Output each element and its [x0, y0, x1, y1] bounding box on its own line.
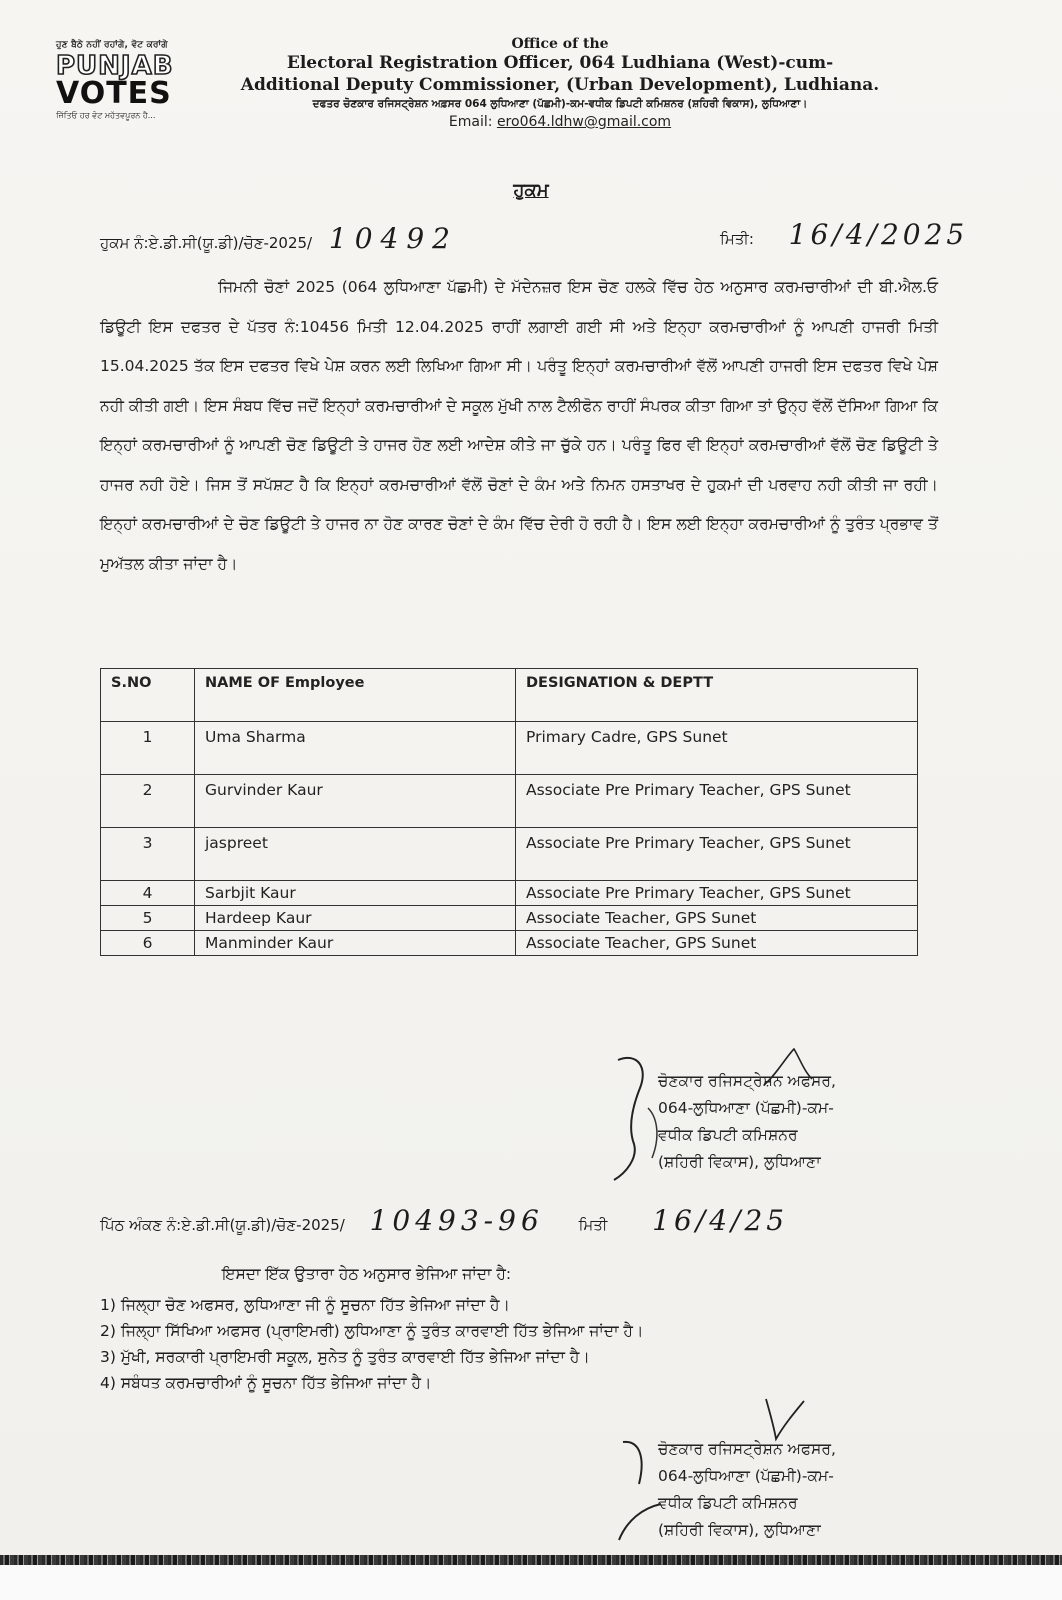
cell-name: Manminder Kaur — [195, 931, 516, 956]
signature-line: 064-ਲੁਧਿਆਣਾ (ਪੱਛਮੀ)-ਕਮ- — [658, 1099, 834, 1117]
logo-motto: ਜਿੱਤਿਓ ਹਰ ਵੋਟ ਮਹੱਤਵਪੂਰਨ ਹੈ... — [56, 111, 156, 120]
order-title: ਹੁਕਮ — [513, 180, 549, 201]
cell-name: Uma Sharma — [195, 722, 516, 775]
cell-designation: Associate Pre Primary Teacher, GPS Sunet — [516, 775, 918, 828]
signature-line: ਚੋਣਕਾਰ ਰਜਿਸਟ੍ਰੇਸ਼ਨ ਅਫਸਰ, — [658, 1440, 836, 1458]
logo-brand-votes: VOTES — [56, 76, 172, 111]
copy-list-item: 1) ਜਿਲ੍ਹਾ ਚੋਣ ਅਫਸਰ, ਲੁਧਿਆਣਾ ਜੀ ਨੂੰ ਸੂਚਨਾ ਹਿੱਤ ਭੇਜਿਆ ਜਾਂਦਾ ਹੈ। — [100, 1296, 510, 1314]
header-designation: DESIGNATION & DEPTT — [516, 669, 918, 722]
signature-line: ਵਧੀਕ ਡਿਪਟੀ ਕਮਿਸ਼ਨਰ — [658, 1126, 798, 1144]
header-name: NAME OF Employee — [195, 669, 516, 722]
table-row — [101, 906, 918, 931]
cell-sno: 6 — [101, 931, 195, 956]
cell-sno: 1 — [101, 722, 195, 775]
cell-name: Gurvinder Kaur — [195, 775, 516, 828]
signature-line: ਵਧੀਕ ਡਿਪਟੀ ਕਮਿਸ਼ਨਰ — [658, 1494, 798, 1512]
signature-line: ਚੋਣਕਾਰ ਰਜਿਸਟ੍ਰੇਸ਼ਨ ਅਫਸਰ, — [658, 1072, 836, 1090]
order-date — [720, 218, 968, 251]
table-row — [101, 722, 918, 775]
copy-list-item: 2) ਜਿਲ੍ਹਾ ਸਿੱਖਿਆ ਅਫਸਰ (ਪ੍ਰਾਇਮਰੀ) ਲੁਧਿਆਣਾ ਨੂੰ ਤੁਰੰਤ ਕਾਰਵਾਈ ਹਿੱਤ ਭੇਜਿਆ ਜਾਂਦਾ ਹੈ। — [100, 1322, 644, 1340]
cell-designation: Associate Pre Primary Teacher, GPS Sunet — [516, 828, 918, 881]
employee-table — [100, 668, 918, 956]
order-number-label: ਹੁਕਮ ਨੰ:ਏ.ਡੀ.ਸੀ(ਯੂ.ਡੀ)/ਚੋਣ-2025/ — [100, 234, 313, 252]
cell-name: jaspreet — [195, 828, 516, 881]
office-designation-line: Additional Deputy Commissioner, (Urban Development), Ludhiana. — [240, 75, 880, 95]
punjab-votes-logo — [56, 40, 196, 121]
logo-tagline: ਹੁਣ ਬੈਠੇ ਨਹੀਂ ਰਹਾਂਗੇ, ਵੋਟ ਕਰਾਂਗੇ — [56, 40, 168, 50]
signature-line: (ਸ਼ਹਿਰੀ ਵਿਕਾਸ), ਲੁਧਿਆਣਾ — [658, 1521, 821, 1539]
cell-sno: 4 — [101, 881, 195, 906]
signature-line: 064-ਲੁਧਿਆਣਾ (ਪੱਛਮੀ)-ਕਮ- — [658, 1467, 834, 1485]
email-label: Email: — [448, 114, 493, 130]
cell-designation: Primary Cadre, GPS Sunet — [516, 722, 918, 775]
signature-block-2 — [658, 1436, 836, 1544]
email-line — [230, 112, 890, 132]
header-sno: S.NO — [101, 669, 195, 722]
cell-sno: 3 — [101, 828, 195, 881]
endorsement-line — [100, 1204, 1000, 1237]
copy-list-item: 3) ਮੁੱਖੀ, ਸਰਕਾਰੀ ਪ੍ਰਾਇਮਰੀ ਸਕੂਲ, ਸੁਨੇਤ ਨੂੰ ਤੁਰੰਤ ਕਾਰਵਾਈ ਹਿੱਤ ਭੇਜਿਆ ਜਾਂਦਾ ਹੈ। — [100, 1348, 590, 1366]
endorsement-number-label: ਪਿੱਠ ਅੰਕਣ ਨੰ:ਏ.ਡੀ.ਸੀ(ਯੂ.ਡੀ)/ਚੋਣ-2025/ — [100, 1216, 345, 1234]
cell-designation: Associate Teacher, GPS Sunet — [516, 906, 918, 931]
cell-sno: 2 — [101, 775, 195, 828]
logo-brand-punjab: PUNJAB — [56, 51, 174, 81]
copy-list-item: 4) ਸਬੰਧਤ ਕਰਮਚਾਰੀਆਂ ਨੂੰ ਸੂਚਨਾ ਹਿੱਤ ਭੇਜਿਆ ਜਾਂਦਾ ਹੈ। — [100, 1374, 432, 1392]
page-bottom-edge — [0, 1565, 1062, 1600]
order-date-label: ਮਿਤੀ: — [720, 230, 754, 248]
office-name-punjabi: ਦਫਤਰ ਚੋਣਕਾਰ ਰਜਿਸਟ੍ਰੇਸ਼ਨ ਅਫ਼ਸਰ 064 ਲੁਧਿਆਣਾ (ਪੱਛਮੀ)-ਕਮ-ਵਧੀਕ ਡਿਪਟੀ ਕਮਿਸ਼ਨਰ (ਸ਼ਹਿਰੀ ਵਿਕਾਸ), ਲੁਧਿਆਣਾ। — [312, 98, 808, 110]
table-header-row — [101, 669, 918, 722]
cell-designation: Associate Teacher, GPS Sunet — [516, 931, 918, 956]
cell-designation: Associate Pre Primary Teacher, GPS Sunet — [516, 881, 918, 906]
scan-artifact-bar — [0, 1555, 1062, 1565]
copy-list — [100, 1292, 643, 1396]
cell-sno: 5 — [101, 906, 195, 931]
table-row — [101, 931, 918, 956]
letterhead — [230, 36, 890, 132]
table-row — [101, 881, 918, 906]
order-body: ਜਿਮਨੀ ਚੋਣਾਂ 2025 (064 ਲੁਧਿਆਣਾ ਪੱਛਮੀ) ਦੇ ਮੱਦੇਨਜ਼ਰ ਇਸ ਚੋਣ ਹਲਕੇ ਵਿੱਚ ਹੇਠ ਅਨੁਸਾਰ ਕਰਮਚਾਰੀਆਂ ਦੀ ਬੀ.ਐਲ.ਓ ਡਿਊਟੀ ਇਸ ਦਫਤਰ ਦੇ ਪੱਤਰ ਨੰ:10456 ਮਿਤੀ 12.04.2025 ਰਾਹੀਂ ਲਗਾਈ ਗਈ ਸੀ ਅਤੇ ਇਨ੍ਹਾ ਕਰਮਚਾਰੀਆਂ ਨੂੰ ਆਪਣੀ ਹਾਜਰੀ ਮਿਤੀ 15.04.2025 ਤੱਕ ਇਸ ਦਫਤਰ ਵਿਖੇ ਪੇਸ਼ ਕਰਨ ਲਈ ਲਿਖਿਆ ਗਿਆ ਸੀ। ਪਰੰਤੂ ਇਨ੍ਹਾਂ ਕਰਮਚਾਰੀਆਂ ਵੱਲੋਂ ਆਪਣੀ ਹਾਜਰੀ ਇਸ ਦਫਤਰ ਵਿਖੇ ਪੇਸ਼ ਨਹੀ ਕੀਤੀ ਗਈ। ਇਸ ਸੰਬਧ ਵਿੱਚ ਜਦੋਂ ਇਨ੍ਹਾਂ ਕਰਮਚਾਰੀਆਂ ਦੇ ਸਕੂਲ ਮੁੱਖੀ ਨਾਲ ਟੈਲੀਫੋਨ ਰਾਹੀਂ ਸੰਪਰਕ ਕੀਤਾ ਗਿਆ ਤਾਂ ਉਨ੍ਹ ਵੱਲੋਂ ਦੱਸਿਆ ਗਿਆ ਕਿ ਇਨ੍ਹਾਂ ਕਰਮਚਾਰੀਆਂ ਨੂੰ ਆਪਣੀ ਚੋਣ ਡਿਊਟੀ ਤੇ ਹਾਜਰ ਹੋਣ ਲਈ ਆਦੇਸ਼ ਕੀਤੇ ਜਾ ਚੁੱਕੇ ਹਨ। ਪਰੰਤੂ ਫਿਰ ਵੀ ਇਨ੍ਹਾਂ ਕਰਮਚਾਰੀਆਂ ਵੱਲੋਂ ਚੋਣ ਡਿਊਟੀ ਤੇ ਹਾਜਰ ਨਹੀ ਹੋਏ। ਜਿਸ ਤੋਂ ਸਪੱਸ਼ਟ ਹੈ ਕਿ ਇਨ੍ਹਾਂ ਕਰਮਚਾਰੀਆਂ ਵੱਲੋਂ ਚੋਣਾਂ ਦੇ ਕੰਮ ਅਤੇ ਨਿਮਨ ਹਸਤਾਖਰ ਦੇ ਹੁਕਮਾਂ ਦੀ ਪਰਵਾਹ ਨਹੀ ਕੀਤੀ ਜਾ ਰਹੀ। ਇਨ੍ਹਾਂ ਕਰਮਚਾਰੀਆਂ ਦੇ ਚੋਣ ਡਿਊਟੀ ਤੇ ਹਾਜਰ ਨਾ ਹੋਣ ਕਾਰਣ ਚੋਣਾਂ ਦੇ ਕੰਮ ਵਿੱਚ ਦੇਰੀ ਹੋ ਰਹੀ ਹੈ। ਇਸ ਲਈ ਇਨ੍ਹਾ ਕਰਮਚਾਰੀਆਂ ਨੂੰ ਤੁਰੰਤ ਪ੍ਰਭਾਵ ਤੋਂ ਮੁਅੱਤਲ ਕੀਤਾ ਜਾਂਦਾ ਹੈ। — [100, 278, 938, 573]
order-date-handwritten: 16/4/2025 — [788, 218, 969, 251]
signature-block-1 — [658, 1068, 836, 1176]
table-row — [101, 775, 918, 828]
email-link[interactable]: ero064.ldhw@gmail.com — [496, 114, 672, 130]
order-number-handwritten: 10492 — [328, 222, 458, 255]
copy-intro: ਇਸਦਾ ਇੱਕ ਉਤਾਰਾ ਹੇਠ ਅਨੁਸਾਰ ਭੇਜਿਆ ਜਾਂਦਾ ਹੈ: — [222, 1265, 512, 1283]
endorsement-date-handwritten: 16/4/25 — [652, 1204, 789, 1237]
office-name-line: Electoral Registration Officer, 064 Ludhiana (West)-cum- — [286, 53, 834, 73]
endorsement-number-handwritten: 10493-96 — [369, 1204, 544, 1237]
signature-line: (ਸ਼ਹਿਰੀ ਵਿਕਾਸ), ਲੁਧਿਆਣਾ — [658, 1153, 821, 1171]
order-number — [100, 222, 458, 255]
cell-name: Hardeep Kaur — [195, 906, 516, 931]
office-of-line: Office of the — [511, 36, 609, 52]
endorsement-date-label: ਮਿਤੀ — [578, 1216, 608, 1234]
table-row — [101, 828, 918, 881]
cell-name: Sarbjit Kaur — [195, 881, 516, 906]
